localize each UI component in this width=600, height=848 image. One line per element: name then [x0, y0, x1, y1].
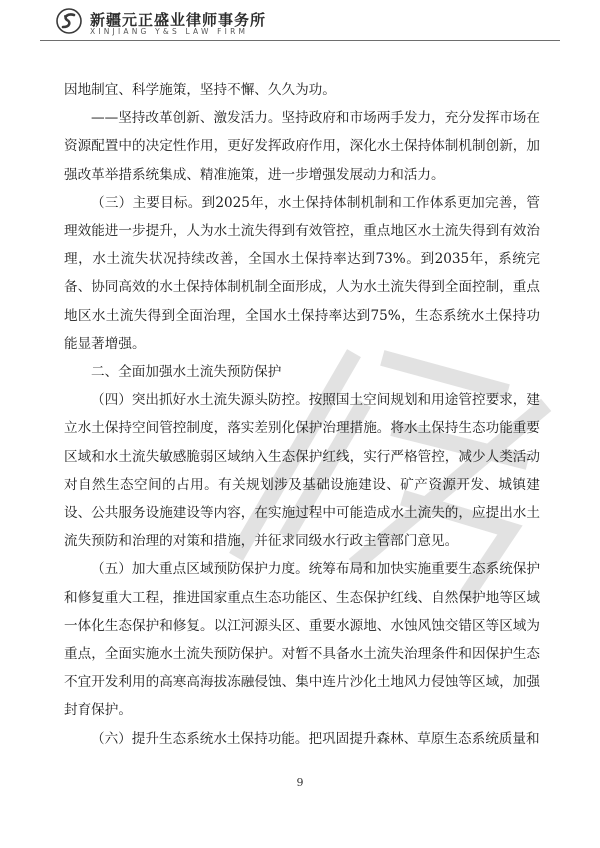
page-number: 9: [296, 776, 304, 789]
page-header: [40, 6, 560, 38]
firm-name-en: XINJIANG Y&S LAW FIRM: [90, 27, 249, 36]
paragraph: ——坚持改革创新、激发活力。坚持政府和市场两手发力，充分发挥市场在资源配置中的决定性作用，更好发挥政府作用，深化水土保持体制机制创新，加强改革举措系统集成、精准施策，进一步增强发展动力和活力。: [64, 110, 540, 183]
paragraph: （五）加大重点区域预防保护力度。统筹布局和加快实施重要生态系统保护和修复重大工程，推进国家重点生态功能区、生态保护红线、自然保护地等区域一体化生态保护和修复。以江河源头区、重要水源地、水蚀风蚀交错区等区域为重点，全面实施水土流失预防保护。对暂不具备水土流失治理条件和因保护生态不宜开发利用的高寒高海拔冻融侵蚀、集中连片沙化土地风力侵蚀等区域，加强封育保护。: [64, 561, 540, 719]
paragraph: （六）提升生态系统水土保持功能。把巩固提升森林、草原生态系统质量和: [91, 730, 540, 747]
document-body: [64, 76, 540, 753]
firm-logo-icon: [56, 8, 82, 34]
paragraph: 因地制宜、科学施策，坚持不懈、久久为功。: [64, 82, 336, 98]
firm-name-cn: 新疆元正盛业律师事务所: [90, 11, 267, 29]
header-divider: [40, 40, 560, 41]
paragraph: （四）突出抓好水土流失源头防控。按照国土空间规划和用途管控要求，建立水土保持空间管控制度，落实差别化保护治理措施。将水土保持生态功能重要区域和水土流失敏感脆弱区域纳入生态保护红线，实行严格管控，减少人类活动对自然生态空间的占用。有关规划涉及基础设施建设、矿产资源开发、城镇建设、公共服务设施建设等内容，在实施过程中可能造成水土流失的，应提出水土流失预防和治理的对策和措施，并征求同级水行政主管部门意见。: [64, 392, 540, 550]
paragraph: （三）主要目标。到2025年，水土保持体制机制和工作体系更加完善，管理效能进一步提升，人为水土流失得到有效管控，重点地区水土流失得到有效治理，水土流失状况持续改善，全国水土保持率达到73%。到2035年，系统完备、协同高效的水土保持体制机制全面形成，人为水土流失得到全面控制，重点地区水土流失得到全面治理，全国水土保持率达到75%，生态系统水土保持功能显著增强。: [64, 194, 540, 352]
section-heading: 二、全面加强水土流失预防保护: [91, 364, 282, 381]
